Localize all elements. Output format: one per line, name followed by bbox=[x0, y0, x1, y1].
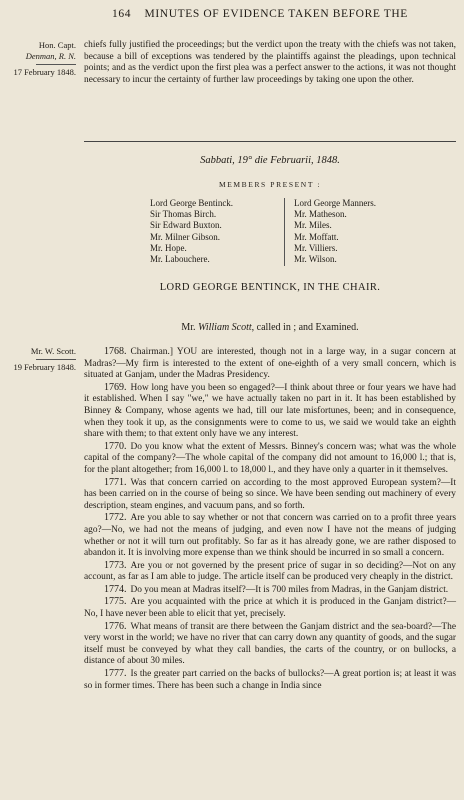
question-paragraph bbox=[84, 382, 456, 441]
question-number: 1777. bbox=[104, 668, 127, 680]
witness-name: William Scott bbox=[198, 322, 252, 333]
question-text: Are you or not governed by the present price of sugar in so deciding?—Not on any account, as far as I am able to judge. The article itself can be produced very cheaply in the district. bbox=[84, 560, 456, 583]
page-number: 164 bbox=[112, 8, 132, 20]
margin-name-line1: Hon. Capt. bbox=[38, 40, 76, 50]
question-paragraph bbox=[84, 584, 456, 597]
member-name: Mr. Miles. bbox=[294, 220, 332, 231]
question-number: 1769. bbox=[104, 381, 127, 393]
question-text: What means of transit are there between the Ganjam district and the sea-board?—The very worst in the world; we have no river that can carry down any quantity of goods, and the sugar itself must be conveyed by what they call bandies, the carts of the country, or on bullocks, a distance of about 30 miles. bbox=[84, 621, 456, 667]
question-number: 1775. bbox=[104, 596, 127, 608]
member-name: Sir Thomas Birch. bbox=[150, 209, 217, 220]
chair-line: LORD GEORGE BENTINCK, IN THE CHAIR. bbox=[159, 282, 381, 293]
member-name: Lord George Manners. bbox=[294, 198, 377, 208]
question-number: 1776. bbox=[104, 620, 127, 632]
testimony-body bbox=[84, 346, 456, 692]
member-name: Lord George Bentinck. bbox=[150, 198, 234, 208]
question-paragraph bbox=[84, 668, 456, 692]
margin-note-top bbox=[4, 40, 76, 78]
question-paragraph bbox=[84, 441, 456, 477]
question-text: Chairman.] YOU are interested, though not in a large way, in a sugar concern at Madras?—My firm is interested to the extent of one-eighth of a very small concern, which is situated at Ganjam, under the Madras Presidency. bbox=[84, 347, 456, 381]
question-text: Are you acquainted with the price at which it is produced in the Ganjam district?—No, I have never been able to elicit that yet, precisely. bbox=[84, 597, 456, 620]
witness-suffix: , called in ; and Examined. bbox=[251, 322, 359, 333]
question-paragraph bbox=[84, 621, 456, 668]
member-name: Mr. Matheson. bbox=[294, 209, 347, 220]
margin-rule bbox=[36, 359, 76, 360]
question-text: Do you know what the extent of Messrs. Binney's concern was; what was the whole capital of the company?—The whole capital of the company did not amount to 16,000 l.; that is, for the plant altogether; from 16,000 l. to 18,000 l., and they have only a quarter in it themselves. bbox=[84, 441, 456, 475]
question-paragraph bbox=[84, 512, 456, 559]
question-number: 1768. bbox=[104, 346, 127, 357]
margin-rule bbox=[36, 64, 76, 65]
running-title: MINUTES OF EVIDENCE TAKEN BEFORE THE bbox=[144, 8, 408, 20]
margin-witness-date: 19 February 1848. bbox=[13, 362, 76, 372]
member-name: Mr. Villiers. bbox=[294, 242, 338, 253]
witness-prefix: Mr. bbox=[181, 322, 199, 333]
member-name: Mr. Wilson. bbox=[294, 254, 337, 265]
page-header bbox=[112, 8, 452, 20]
members-column-divider bbox=[284, 198, 285, 266]
member-name: Mr. Milner Gibson. bbox=[150, 231, 221, 242]
question-number: 1774. bbox=[104, 583, 127, 595]
members-list-left bbox=[150, 198, 290, 265]
question-number: 1773. bbox=[104, 559, 127, 571]
top-paragraph-block bbox=[84, 40, 456, 86]
margin-name-line2: Denman, R. N. bbox=[25, 51, 76, 61]
member-name: Mr. Hope. bbox=[150, 242, 187, 253]
member-name: Mr. Labouchere. bbox=[150, 254, 210, 265]
question-paragraph bbox=[84, 560, 456, 584]
question-paragraph bbox=[84, 346, 456, 382]
top-paragraph: chiefs fully justified the proceedings; but the verdict upon the treaty with the chiefs was not taken, because a bill of exceptions was tendered by the plaintiffs against the pleadings, upon technical points; and as the verdict upon the first plea was a perfect answer to the actions, it was not thought necessary to incur the certainty of further law proceedings by taking one upon the other. bbox=[84, 40, 456, 85]
question-text: Was that concern carried on according to the most approved European system?—It has been carried on in the course of being so since. We have been sending out machinery of every description, steam engines, and vacuum pans, and so forth. bbox=[84, 477, 456, 511]
margin-note-bottom bbox=[4, 346, 76, 373]
members-heading: MEMBERS PRESENT : bbox=[218, 180, 322, 189]
question-number: 1770. bbox=[104, 440, 127, 452]
witness-line bbox=[84, 322, 456, 333]
section-divider bbox=[84, 141, 456, 142]
members-list-right bbox=[294, 198, 434, 265]
question-text: Is the greater part carried on the backs of bullocks?—A great portion is; at least it was so in former times. There has been such a change in India since bbox=[84, 669, 456, 691]
question-text: How long have you been so engaged?—I think about three or four years we have had it established. When I say "we," we have actually taken no part in it. It has been established by Binney & Company, whose agents we had, till our late misfortunes, been; and in consequence, when they took it up, as the consignments were to come to us, we said we would take an eighth share with them; to that extent only have we any interest. bbox=[84, 382, 456, 440]
margin-date: 17 February 1848. bbox=[13, 67, 76, 77]
member-name: Sir Edward Buxton. bbox=[150, 220, 222, 231]
question-number: 1772. bbox=[104, 512, 127, 524]
question-paragraph bbox=[84, 596, 456, 620]
question-text: Are you able to say whether or not that concern was carried on to a profit three years ago?—No, we had not the means of judging, and even now I have not the means of judging whether or not it will turn out profitably. So far as it has already gone, we are rather disposed to abandon it. It is involving more expense than we think should be incurred in so small a concern. bbox=[84, 513, 456, 559]
member-name: Mr. Moffatt. bbox=[294, 231, 339, 242]
question-number: 1771. bbox=[104, 476, 127, 488]
margin-witness-name: Mr. W. Scott. bbox=[30, 346, 76, 356]
question-text: Do you mean at Madras itself?—It is 700 miles from Madras, in the Ganjam district. bbox=[130, 584, 449, 595]
session-date: Sabbati, 19° die Februarii, 1848. bbox=[200, 155, 340, 166]
question-paragraph bbox=[84, 477, 456, 513]
